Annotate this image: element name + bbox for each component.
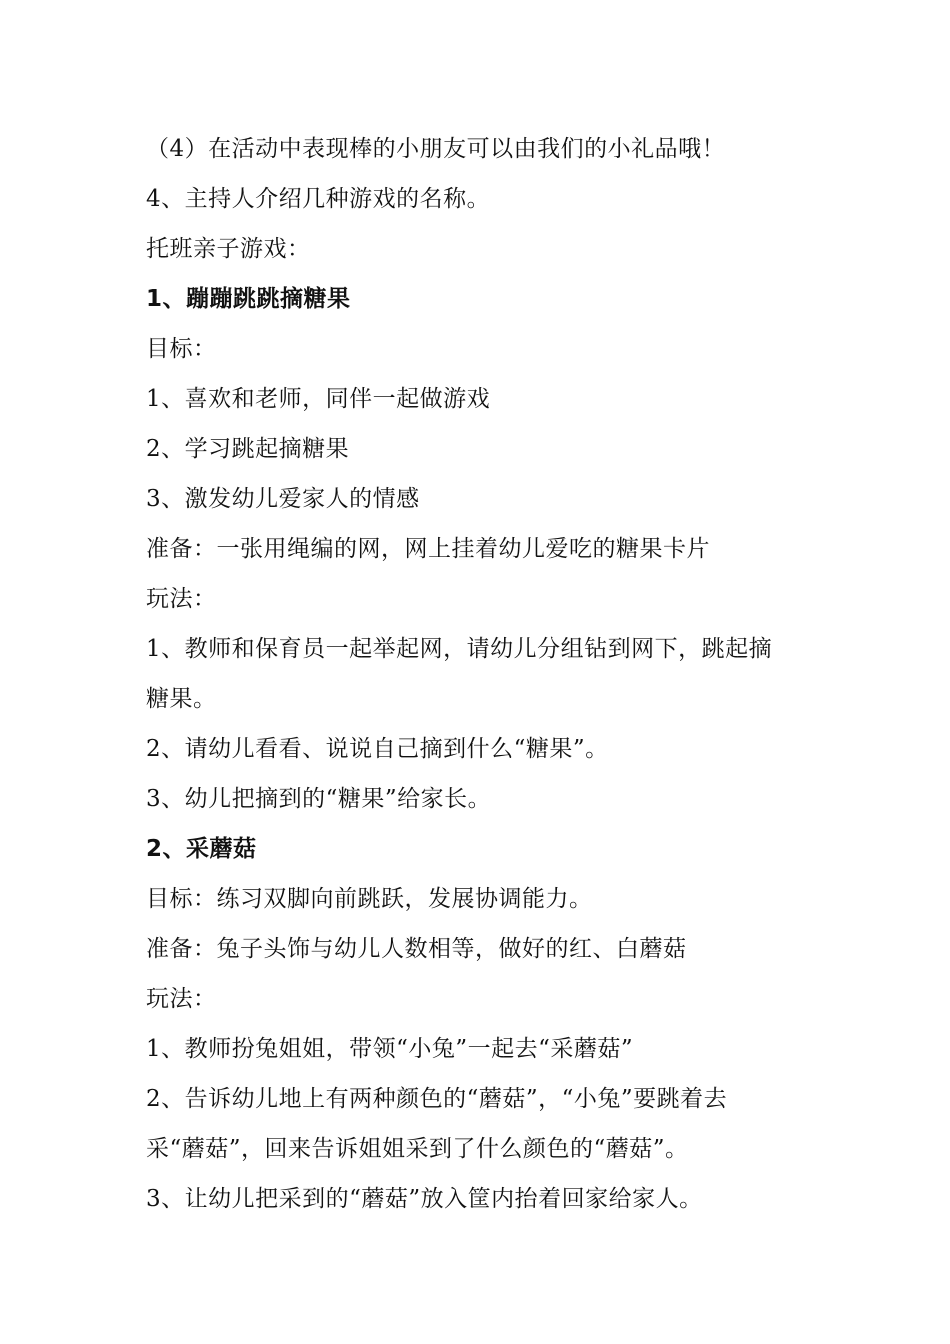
text-line: 3、激发幼儿爱家人的情感 xyxy=(146,486,420,512)
text-line: 4、主持人介绍几种游戏的名称。 xyxy=(146,186,491,212)
text-line: 3、让幼儿把采到的“蘑菇”放入筐内抬着回家给家人。 xyxy=(146,1186,703,1212)
document-body xyxy=(146,124,810,1224)
text-line: 准备：一张用绳编的网，网上挂着幼儿爱吃的糖果卡片 xyxy=(146,536,710,562)
text-line: 糖果。 xyxy=(146,686,217,712)
text-line: 2、请幼儿看看、说说自己摘到什么“糖果”。 xyxy=(146,736,609,762)
game-title: 2、采蘑菇 xyxy=(146,836,257,862)
text-line: 目标： xyxy=(146,336,217,362)
text-line: 2、告诉幼儿地上有两种颜色的“蘑菇”，“小兔”要跳着去 xyxy=(146,1086,728,1112)
text-line: 3、幼儿把摘到的“糖果”给家长。 xyxy=(146,786,492,812)
text-line: 目标：练习双脚向前跳跃，发展协调能力。 xyxy=(146,886,593,912)
text-line: 1、教师扮兔姐姐，带领“小兔”一起去“采蘑菇” xyxy=(146,1036,634,1062)
text-line: 采“蘑菇”，回来告诉姐姐采到了什么颜色的“蘑菇”。 xyxy=(146,1136,689,1162)
text-line: 玩法： xyxy=(146,586,217,612)
section-heading: 托班亲子游戏： xyxy=(146,236,311,262)
game-title: 1、蹦蹦跳跳摘糖果 xyxy=(146,286,351,312)
text-line: 2、学习跳起摘糖果 xyxy=(146,436,350,462)
text-line: 玩法： xyxy=(146,986,217,1012)
text-line: 1、教师和保育员一起举起网，请幼儿分组钻到网下，跳起摘 xyxy=(146,636,773,662)
text-line: （4）在活动中表现棒的小朋友可以由我们的小礼品哦！ xyxy=(146,136,726,162)
text-line: 准备：兔子头饰与幼儿人数相等，做好的红、白蘑菇 xyxy=(146,936,687,962)
text-line: 1、喜欢和老师，同伴一起做游戏 xyxy=(146,386,491,412)
